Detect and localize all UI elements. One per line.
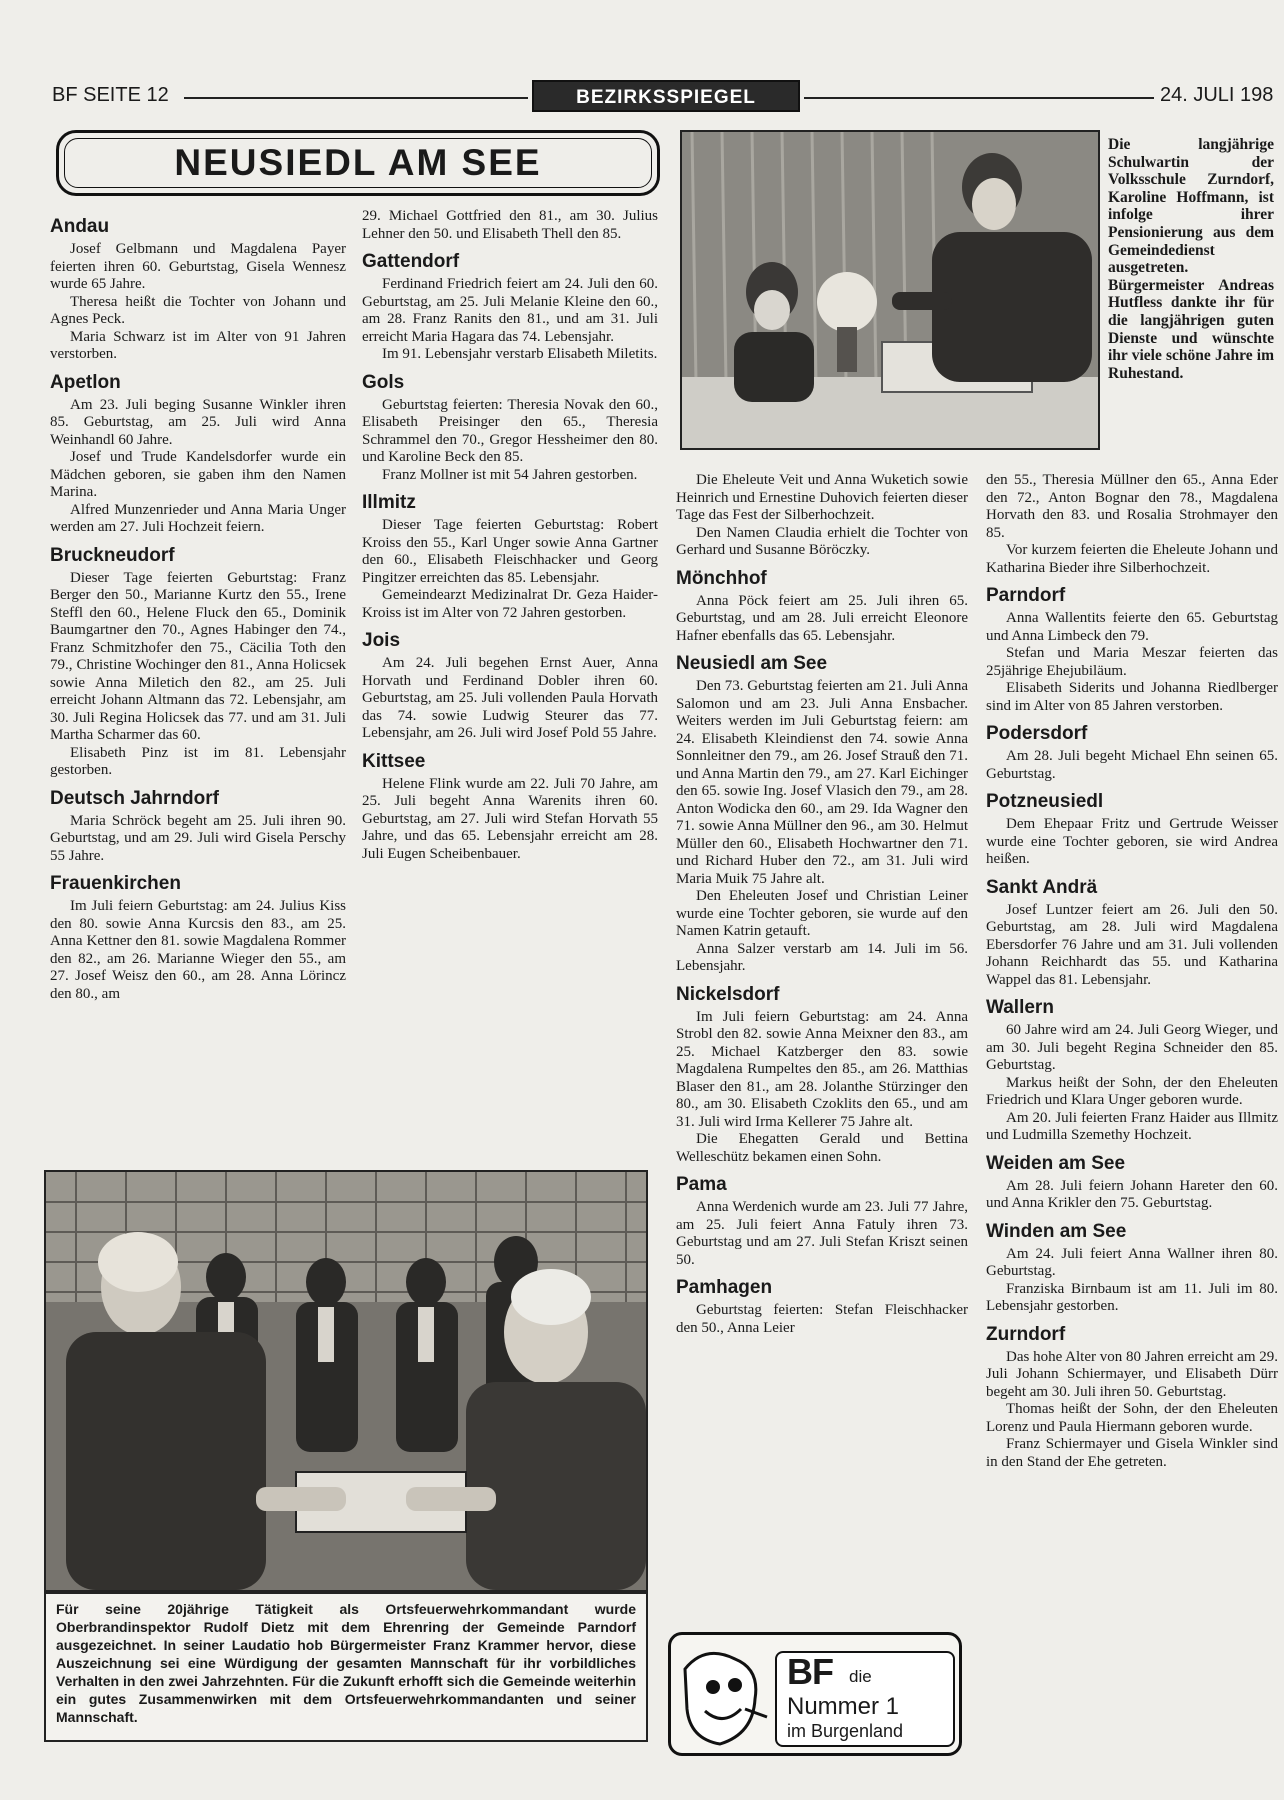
town-heading: Nickelsdorf bbox=[676, 983, 780, 1005]
paragraph: Helene Flink wurde am 22. Juli 70 Jahre, am 25. Juli begeht Anna Warenits ihren 60. Geburtstag, am 27. Juli wird Stefan Horvath 55 Jahre, und das 65. Lebensjahr erreicht am 28. Juli Eugen Scheibenbauer. bbox=[362, 775, 658, 862]
paragraph: Dem Ehepaar Fritz und Gertrude Weisser wurde eine Tochter geboren, sie wird Andrea heißen. bbox=[986, 816, 1278, 867]
ad-panel bbox=[775, 1651, 955, 1747]
town-heading: Illmitz bbox=[362, 492, 416, 513]
paragraph: Am 28. Juli feiern Johann Hareter den 60. und Anna Krikler den 75. Geburtstag. bbox=[986, 1177, 1278, 1211]
paragraph: Franz Schiermayer und Gisela Winkler sind in den Stand der Ehe getreten. bbox=[986, 1436, 1278, 1470]
paragraph: Den Eheleuten Josef und Christian Leiner wurde eine Tochter geboren, sie wurde auf den Namen Katrin getauft. bbox=[676, 888, 968, 939]
paragraph: Josef Gelbmann und Magdalena Payer feierten ihren 60. Geburtstag, Gisela Wennesz wurde 65 Jahre. bbox=[50, 241, 346, 292]
paragraph: Anna Salzer verstarb am 14. Juli im 56. Lebensjahr. bbox=[676, 940, 968, 974]
photo-award bbox=[44, 1170, 648, 1592]
paragraph: Franziska Birnbaum ist am 11. Juli im 80. Lebensjahr gestorben. bbox=[986, 1280, 1278, 1314]
paragraph: Gemeindearzt Medizinalrat Dr. Geza Haider-Kroiss ist im Alter von 72 Jahren gestorben. bbox=[362, 587, 658, 621]
town-heading: Potzneusiedl bbox=[986, 791, 1104, 812]
paragraph: Josef und Trude Kandelsdorfer wurde ein Mädchen geboren, sie gaben ihm den Namen Marina. bbox=[50, 449, 346, 500]
paragraph: Maria Schröck begeht am 25. Juli ihren 90. Geburtstag, und am 29. Juli wird Gisela Perschy 55 Jahre. bbox=[50, 812, 346, 864]
paragraph: Die Eheleute Veit und Anna Wuketich sowie Heinrich und Ernestine Duhovich feierten dieser Tage das Fest der Silberhochzeit. bbox=[676, 472, 968, 523]
paragraph: Franz Mollner ist mit 54 Jahren gestorben. bbox=[382, 466, 638, 483]
town-heading: Neusiedl am See bbox=[676, 653, 828, 674]
paragraph: 60 Jahre wird am 24. Juli Georg Wieger, und am 30. Juli begeht Regina Schneider den 85. Geburtstag. bbox=[986, 1022, 1278, 1073]
town-heading: Deutsch Jahrndorf bbox=[50, 787, 219, 809]
paragraph: Am 28. Juli begeht Michael Ehn seinen 65. Geburtstag. bbox=[986, 748, 1278, 782]
paragraph: Anna Pöck feiert am 25. Juli ihren 65. Geburtstag, und am 28. Juli erreicht Eleonore Hafner ebenfalls das 65. Lebensjahr. bbox=[676, 592, 968, 644]
ad-line-1: die bbox=[849, 1667, 872, 1686]
paragraph: Stefan und Maria Meszar feierten das 25jährige Ehejubiläum. bbox=[986, 645, 1278, 679]
paragraph: Geburtstag feierten: Stefan Fleischhacker den 50., Anna Leier bbox=[676, 1302, 968, 1336]
town-heading: Weiden am See bbox=[986, 1152, 1126, 1174]
paragraph: Am 20. Juli feierten Franz Haider aus Illmitz und Ludmilla Szemethy Hochzeit. bbox=[986, 1109, 1278, 1143]
town-heading: Frauenkirchen bbox=[50, 873, 181, 894]
paragraph: Am 23. Juli beging Susanne Winkler ihren 85. Geburtstag, am 25. Juli wird Anna Weinhandl 60 Jahre. bbox=[50, 396, 346, 448]
paragraph: Im 91. Lebensjahr verstarb Elisabeth Miletits. bbox=[382, 346, 658, 362]
column-1 bbox=[50, 208, 346, 1003]
paragraph: Die Ehegatten Gerald und Bettina Welleschütz bekamen einen Sohn. bbox=[676, 1131, 968, 1165]
paragraph: den 55., Theresia Müllner den 65., Anna Eder den 72., Anton Bognar den 78., Magdalena Horvath den 83. und Rosalia Strohmayer den 85. bbox=[986, 472, 1278, 541]
paragraph: Am 24. Juli begehen Ernst Auer, Anna Horvath und Ferdinand Dobler ihren 60. Geburtstag, am 25. Juli vollenden Paula Horvath das 74. sowie Ludwig Steurer das 77. Lebensjahr, am 26. Juli wird Josef Pold 55 Jahre. bbox=[362, 655, 658, 741]
town-heading: Zurndorf bbox=[986, 1323, 1066, 1345]
town-heading: Gattendorf bbox=[362, 251, 460, 272]
paragraph: Maria Schwarz ist im Alter von 91 Jahren verstorben. bbox=[50, 328, 346, 362]
ad-line-3: im Burgenland bbox=[787, 1721, 904, 1741]
paragraph: 29. Michael Gottfried den 81., am 30. Julius Lehner den 50. und Elisabeth Thell den 85. bbox=[362, 208, 658, 242]
town-heading: Gols bbox=[362, 371, 405, 393]
paragraph: Markus heißt der Sohn, der den Eheleuten Friedrich und Klara Unger geboren wurde. bbox=[986, 1074, 1278, 1108]
section-label: BEZIRKSSPIEGEL bbox=[532, 80, 800, 112]
photo-retirement bbox=[680, 130, 1100, 450]
column-2 bbox=[362, 208, 658, 863]
column-3 bbox=[676, 472, 968, 1337]
issue-date: 24. JULI 198 bbox=[1160, 84, 1274, 106]
photo-award-caption: Für seine 20jährige Tätigkeit als Ortsfeuerwehrkommandant wurde Oberbrandinspektor Rudolf Dietz mit dem Ehrenring der Gemeinde Parndorf ausgezeichnet. In seiner Laudatio hob Bürgermeister Franz Krammer hervor, diese Auszeichnung sei eine Würdigung der gesamten Mannschaft für ihr vorbildliches Verhalten in den zwei Jahrzehnten. Für die Zukunft erhofft sich die Gemeinde weiterhin ein gutes Zusammenwirken mit dem Ortsfeuerwehrkommandanten und seiner Mannschaft. bbox=[44, 1592, 648, 1742]
paragraph: Elisabeth Siderits und Johanna Riedlberger sind im Alter von 85 Jahren verstorben. bbox=[986, 680, 1278, 714]
town-heading: Parndorf bbox=[986, 585, 1066, 606]
paragraph: Theresa heißt die Tochter von Johann und Agnes Peck. bbox=[50, 293, 346, 327]
town-heading: Jois bbox=[362, 630, 401, 651]
town-heading: Podersdorf bbox=[986, 723, 1088, 744]
column-4 bbox=[986, 472, 1278, 1471]
paragraph: Den Namen Claudia erhielt die Tochter von Gerhard und Susanne Böröczky. bbox=[676, 524, 968, 558]
paragraph: Dieser Tage feierten Geburtstag: Franz Berger den 50., Marianne Kurtz den 55., Irene Steffl den 60., Helene Fluck den 65., Dominik Baumgartner den 70., Agnes Habinger den 74., Franz Schmitzhofer den 75., Cäcilia Toth den 79., Christine Wochinger den 81., Anna Holicsek sowie Anna Miletich den 82., am 25. Juli erreicht Johann Altmann das 72. Lebensjahr, am 30. Juli Regina Holicsek das 77. und am 31. Juli Martha Scharmer das 60. bbox=[50, 569, 346, 743]
town-heading: Andau bbox=[50, 216, 110, 237]
header-rule-right bbox=[804, 97, 1154, 99]
town-heading: Sankt Andrä bbox=[986, 876, 1098, 898]
photo-award-image bbox=[46, 1172, 646, 1590]
town-heading: Winden am See bbox=[986, 1220, 1127, 1242]
district-title-box bbox=[56, 130, 660, 196]
paragraph: Thomas heißt der Sohn, der den Eheleuten Lorenz und Paula Hiermann geboren wurde. bbox=[986, 1401, 1278, 1435]
paragraph: Alfred Munzenrieder und Anna Maria Unger werden am 27. Juli Hochzeit feiern. bbox=[50, 501, 346, 535]
paragraph: Im Juli feiern Geburtstag: am 24. Julius Kiss den 80. sowie Anna Kurcsis den 83., am 25. Anna Kettner den 81. sowie Magdalena Rommer den 82., am 26. Marianne Wieger den 55., am 27. Josef Weisz den 60., am 28. Anna Lörincz den 80., am bbox=[50, 898, 346, 1002]
paragraph: Dieser Tage feierten Geburtstag: Robert Kroiss den 55., Karl Unger sowie Anna Gartner den 60., Elisabeth Fleischhacker und Georg Pingitzer erreichten das 85. Lebensjahr. bbox=[362, 517, 658, 586]
town-heading: Pama bbox=[676, 1174, 727, 1195]
district-title: NEUSIEDL AM SEE bbox=[64, 138, 652, 188]
bf-advertisement[interactable] bbox=[668, 1632, 962, 1756]
town-heading: Pamhagen bbox=[676, 1277, 773, 1298]
town-heading: Wallern bbox=[986, 997, 1054, 1018]
photo-retirement-caption: Die langjährige Schulwartin der Volksschule Zurndorf, Karoline Hoffmann, ist infolge ihrer Pensionierung aus dem Gemeindedienst ausgetreten. Bürgermeister Andreas Hutfless dankte ihr für die langjährigen guten Dienste und wünschte ihr viele schöne Jahre im Ruhestand. bbox=[1108, 136, 1274, 382]
town-heading: Bruckneudorf bbox=[50, 544, 175, 566]
town-heading: Kittsee bbox=[362, 750, 426, 772]
cartoon-mascot-icon bbox=[675, 1639, 771, 1751]
paragraph: Josef Luntzer feiert am 26. Juli den 50. Geburtstag, am 28. Juli wird Magdalena Ebersdorfer 76 Jahre und am 31. Juli vollenden Johann Reichhardt das 55. und Katharina Wappel das 81. Lebensjahr. bbox=[986, 901, 1278, 988]
paragraph: Vor kurzem feierten die Eheleute Johann und Katharina Bieder ihre Silberhochzeit. bbox=[986, 542, 1278, 576]
ad-line-2: Nummer 1 bbox=[787, 1693, 900, 1720]
bf-logo: BF bbox=[787, 1651, 833, 1692]
paragraph: Am 24. Juli feiert Anna Wallner ihren 80. Geburtstag. bbox=[986, 1245, 1278, 1279]
header-rule-left bbox=[184, 97, 528, 99]
paragraph: Anna Werdenich wurde am 23. Juli 77 Jahre, am 25. Juli feiert Anna Fatuly ihren 73. Geburtstag und am 27. Juli Stefan Kriszt seinen 50. bbox=[676, 1199, 968, 1268]
paragraph: Das hohe Alter von 80 Jahren erreicht am 29. Juli Johann Schiermayer, und Elisabeth Dürr begeht am 30. Juli ihren 50. Geburtstag. bbox=[986, 1348, 1278, 1400]
page-number: BF SEITE 12 bbox=[52, 84, 169, 106]
photo-retirement-image bbox=[682, 132, 1098, 448]
paragraph: Ferdinand Friedrich feiert am 24. Juli den 60. Geburtstag, am 25. Juli Melanie Kleine den 60., am 28. Franz Ranits den 81., und am 31. Juli erreicht Maria Hagara das 74. Lebensjahr. bbox=[362, 276, 658, 345]
paragraph: Den 73. Geburtstag feierten am 21. Juli Anna Salomon und am 23. Juli Anna Ensbacher. Weiters werden im Juli Geburtstag feiern: am 24. Elisabeth Kleindienst den 74. sowie Anna Sonnleitner den 79., am 26. Josef Strauß den 71. und Anna Martin den 79., am 27. Karl Eichinger den 65. sowie Ing. Josef Vlasich den 79., am 28. Anton Wodicka den 60., am 29. Ida Wagner den 71. sowie Anna Müllner den 96., am 30. Helmut Müller den 60., Elisabeth Hochwartner den 71. und Richard Huber den 72., am 31. Juli wird Maria Muik 75 Jahre alt. bbox=[676, 678, 969, 887]
town-heading: Apetlon bbox=[50, 371, 121, 393]
paragraph: Geburtstag feierten: Theresia Novak den 60., Elisabeth Preisinger den 65., Theresia Schrammel den 70., Gregor Hessheimer den 80. und Karoline Beck den 85. bbox=[362, 396, 658, 465]
paragraph: Anna Wallentits feierte den 65. Geburtstag und Anna Limbeck den 79. bbox=[986, 610, 1278, 644]
paragraph: Im Juli feiern Geburtstag: am 24. Anna Strobl den 82. sowie Anna Meixner den 83., am 25. Michael Katzberger den 83. sowie Magdalena Rumpeltes den 85., am 26. Matthias Blaser den 81., am 28. Jolanthe Stürzinger den 80., am 30. Elisabeth Czoklits den 65., und am 31. Juli wird Irma Kellerer 75 Jahre alt. bbox=[676, 1008, 968, 1130]
paragraph: Elisabeth Pinz ist im 81. Lebensjahr gestorben. bbox=[50, 744, 346, 778]
town-heading: Mönchhof bbox=[676, 567, 767, 589]
